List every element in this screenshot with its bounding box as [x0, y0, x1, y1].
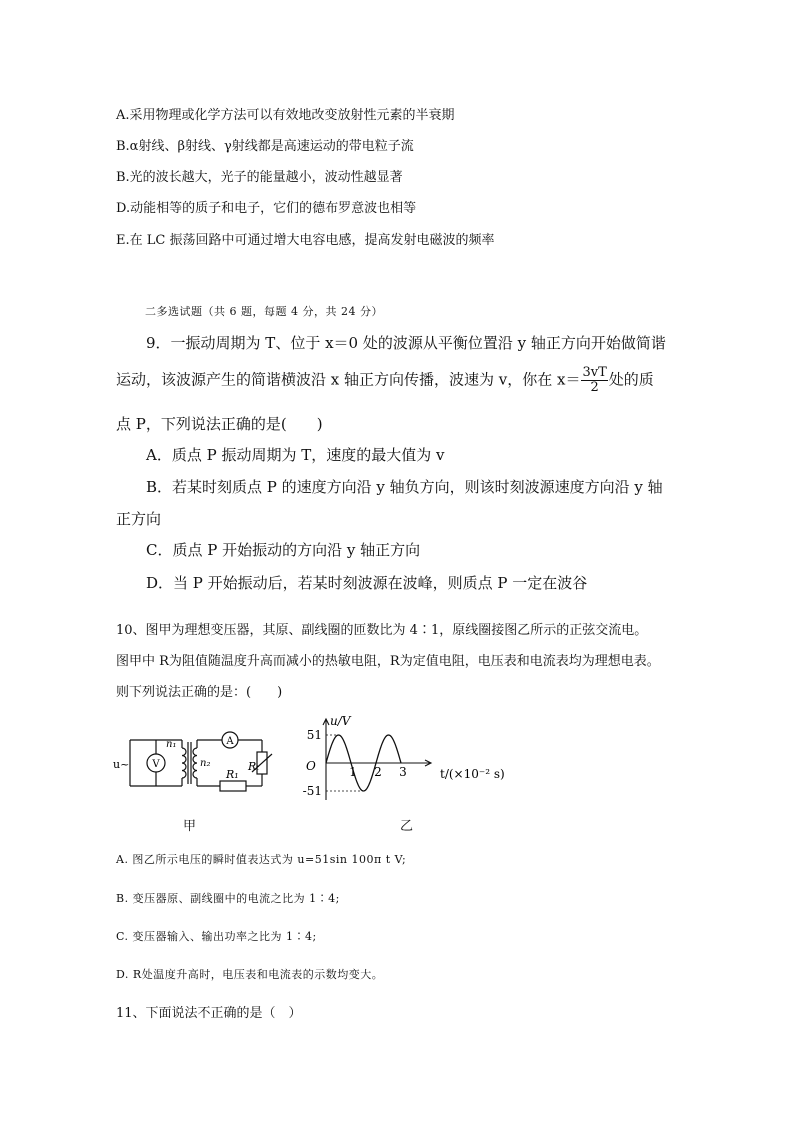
chart-x-axis-label: t/(×10⁻² s): [440, 767, 505, 781]
q9-option-a: A．质点 P 振动周期为 T，速度的最大值为 v: [146, 446, 445, 464]
x-tick-label: 1: [349, 765, 357, 779]
q10-option-a: A. 图乙所示电压的瞬时值表达式为 u=51sin 100π t V;: [116, 853, 407, 866]
figure-caption-yi: 乙: [400, 819, 414, 834]
y-tick-label: -51: [302, 784, 322, 798]
q8-option-b: B.α射线、β射线、γ射线都是高速运动的带电粒子流: [116, 139, 414, 154]
q9-fraction-denominator: 2: [590, 380, 599, 395]
q10-option-d: D. R处温度升高时，电压表和电流表的示数均变大。: [116, 968, 384, 981]
q9-fraction: [581, 366, 607, 395]
n1-label: n₁: [166, 739, 177, 750]
q9-stem-line2: [116, 366, 654, 395]
section-heading: 二多选试题（共 6 题，每题 4 分，共 24 分）: [145, 305, 383, 318]
transformer-circuit-diagram: [112, 728, 292, 798]
n2-label: n₂: [200, 758, 211, 769]
q8-option-c: B.光的波长越大，光子的能量越小，波动性越显著: [116, 170, 403, 185]
q8-option-e: E.在 LC 振荡回路中可通过增大电容电感，提高发射电磁波的频率: [116, 233, 495, 248]
x-tick-label: 3: [399, 765, 407, 779]
chart-y-axis-label: u/V: [330, 714, 351, 728]
q8-option-a: A.采用物理或化学方法可以有效地改变放射性元素的半衰期: [116, 108, 455, 123]
q9-option-b-cont: 正方向: [116, 510, 162, 528]
q9-stem-line1: 9．一振动周期为 T、位于 x＝0 处的波源从平衡位置沿 y 轴正方向开始做简谐: [146, 334, 666, 352]
source-label: u~: [113, 758, 130, 771]
x-tick-label: 2: [374, 765, 382, 779]
q9-stem-line2-post: 处的质: [608, 370, 654, 389]
q9-stem-line2-pre: 运动，该波源产生的简谐横波沿 x 轴正方向传播，波速为 v，你在 x＝: [116, 370, 581, 389]
q9-option-b: B．若某时刻质点 P 的速度方向沿 y 轴负方向，则该时刻波源速度方向沿 y 轴: [146, 478, 663, 496]
r1-label: R₁: [226, 768, 239, 781]
voltage-waveform-chart: [290, 712, 510, 802]
q11-stem: 11、下面说法不正确的是（ ）: [116, 1006, 302, 1021]
voltmeter-label: V: [152, 759, 160, 770]
chart-origin-label: O: [306, 759, 316, 773]
ammeter-label: A: [226, 736, 234, 747]
q8-option-d: D.动能相等的质子和电子，它们的德布罗意波也相等: [116, 201, 417, 216]
q9-option-c: C．质点 P 开始振动的方向沿 y 轴正方向: [146, 541, 421, 559]
q9-fraction-numerator: 3vT: [582, 365, 607, 380]
q10-option-c: C. 变压器输入、输出功率之比为 1∶4;: [116, 930, 317, 943]
rt-label: Rₜ: [248, 760, 259, 773]
figure-caption-jia: 甲: [183, 819, 197, 834]
q9-option-d: D．当 P 开始振动后，若某时刻波源在波峰，则质点 P 一定在波谷: [146, 574, 588, 592]
q10-stem-line2: 图甲中 R为阻值随温度升高而减小的热敏电阻，R为定值电阻，电压表和电流表均为理想电表。: [116, 654, 660, 669]
q10-stem-line3: 则下列说法正确的是：( ): [116, 685, 283, 700]
q10-option-b: B. 变压器原、副线圈中的电流之比为 1∶4;: [116, 892, 340, 905]
y-tick-label: 51: [306, 728, 322, 742]
q10-stem-line1: 10、图甲为理想变压器，其原、副线圈的匝数比为 4∶1，原线圈接图乙所示的正弦交流电。: [116, 623, 648, 638]
q9-stem-line3: 点 P，下列说法正确的是( ): [116, 415, 323, 433]
